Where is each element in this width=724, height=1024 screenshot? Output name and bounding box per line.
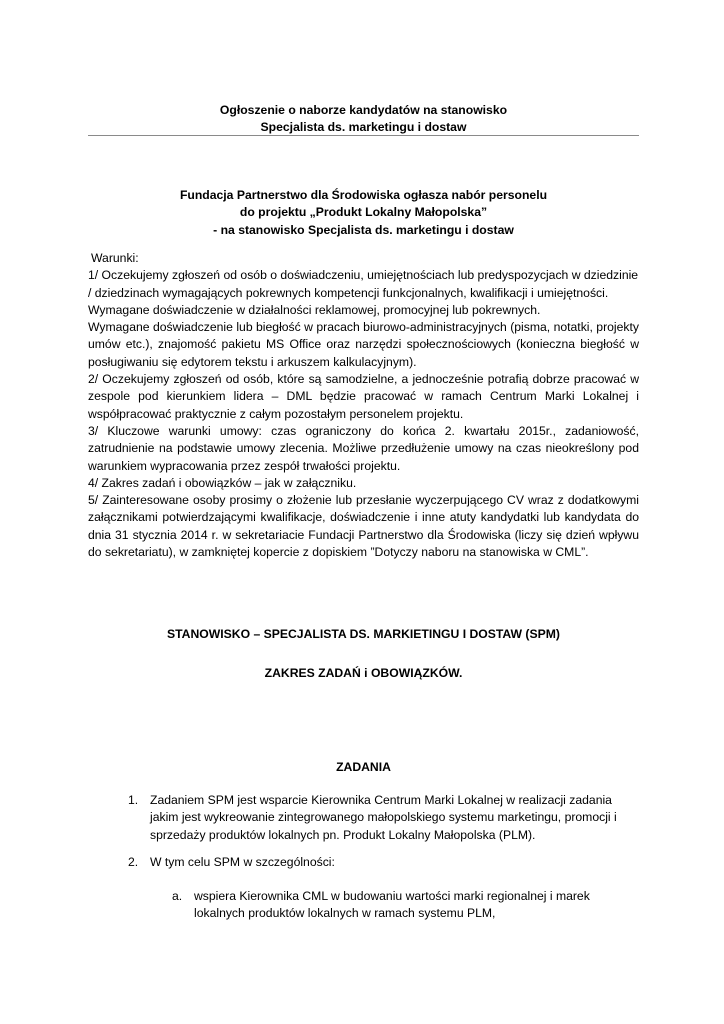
intro-line-1: Fundacja Partnerstwo dla Środowiska ogłasza nabór personelu [179,188,548,202]
intro-line-3: - na stanowisko Specjalista ds. marketingu i dostaw [213,222,514,237]
header-divider [88,135,639,136]
list-item-text: W tym celu SPM w szczególności: [150,855,335,869]
condition-1-requirement-b: Wymagane doświadczenie lub biegłość w pracach biurowo-administracyjnych (pisma, notatki, projekty umów etc.), znajomość pakietu MS Office oraz narzędzi społecznościowych (konieczna biegłość w posługiwaniu się edytorem tekstu i arkuszem kalkulacyjnym). [88,320,639,369]
sub-list-item-text: wspiera Kierownika CML w budowaniu wartości marki regionalnej i marek lokalnych produktów lokalnych w ramach systemu PLM, [194,889,590,921]
condition-1-requirement-a: Wymagane doświadczenie w działalności reklamowej, promocyjnej lub pokrewnych. [88,302,541,317]
conditions-heading: Warunki: [91,251,139,265]
position-title: STANOWISKO – SPECJALISTA DS. MARKIETINGU I DOSTAW (SPM) [167,627,560,641]
condition-5: 5/ Zainteresowane osoby prosimy o złożenie lub przesłanie wyczerpującego CV wraz z dodatkowymi załącznikami potwierdzającymi kwalifikacje, doświadczenie i inne atuty kandydatki lub kandydata do dnia 31 stycznia 2014 r. w sekretariacie Fundacji Partnerstwo dla Środowiska (liczy się dzień wpływu do sekretariatu), w zamkniętej kopercie z dopiskiem ”Dotyczy naboru na stanowiska w CML”. [88,493,639,560]
condition-1: 1/ Oczekujemy zgłoszeń od osób o doświadczeniu, umiejętnościach lub predyspozycjach w dziedzinie / dziedzinach wymagających pokrewnych kompetencji funkcjonalnych, kwalifikacji i umiejętności. [88,268,639,300]
announcement-title-line-2: Specjalista ds. marketingu i dostaw [260,120,467,134]
sub-list-item-letter: a. [172,889,183,903]
conditions-section [88,250,639,561]
list-item-number: 1. [128,793,139,807]
list-item-number: 2. [128,855,139,869]
list-item-text: Zadaniem SPM jest wsparcie Kierownika Centrum Marki Lokalnej w realizacji zadania jakim jest wykreowanie zintegrowanego małopolskiego systemu marketingu, promocji i sprzedaży produktów lokalnych pn. Produkt Lokalny Małopolska (PLM). [150,793,617,842]
intro-line-2: do projektu „Produkt Lokalny Małopolska” [239,205,488,220]
scope-title: ZAKRES ZADAŃ i OBOWIĄZKÓW. [264,666,463,680]
condition-3: 3/ Kluczowe warunki umowy: czas ograniczony do końca 2. kwartału 2015r., zadaniowość, zatrudnienie na podstawie umowy zlecenia. Możliwe przedłużenie umowy na czas nieokreślony pod warunkiem wypracowania przez zespół trwałości projektu. [88,423,639,473]
tasks-title: ZADANIA [336,760,391,774]
intro-block [88,187,639,239]
condition-4: 4/ Zakres zadań i obowiązków – jak w załączniku. [88,475,357,490]
announcement-title-line-1: Ogłoszenie o naborze kandydatów na stanowisko [219,103,508,117]
condition-2: 2/ Oczekujemy zgłoszeń od osób, które są samodzielne, a jednocześnie potrafią dobrze pracować w zespole pod kierunkiem lidera – DML będzie pracować w ramach Centrum Marki Lokalnej i współpracować praktycznie z całym pozostałym personelem projektu. [88,372,639,421]
